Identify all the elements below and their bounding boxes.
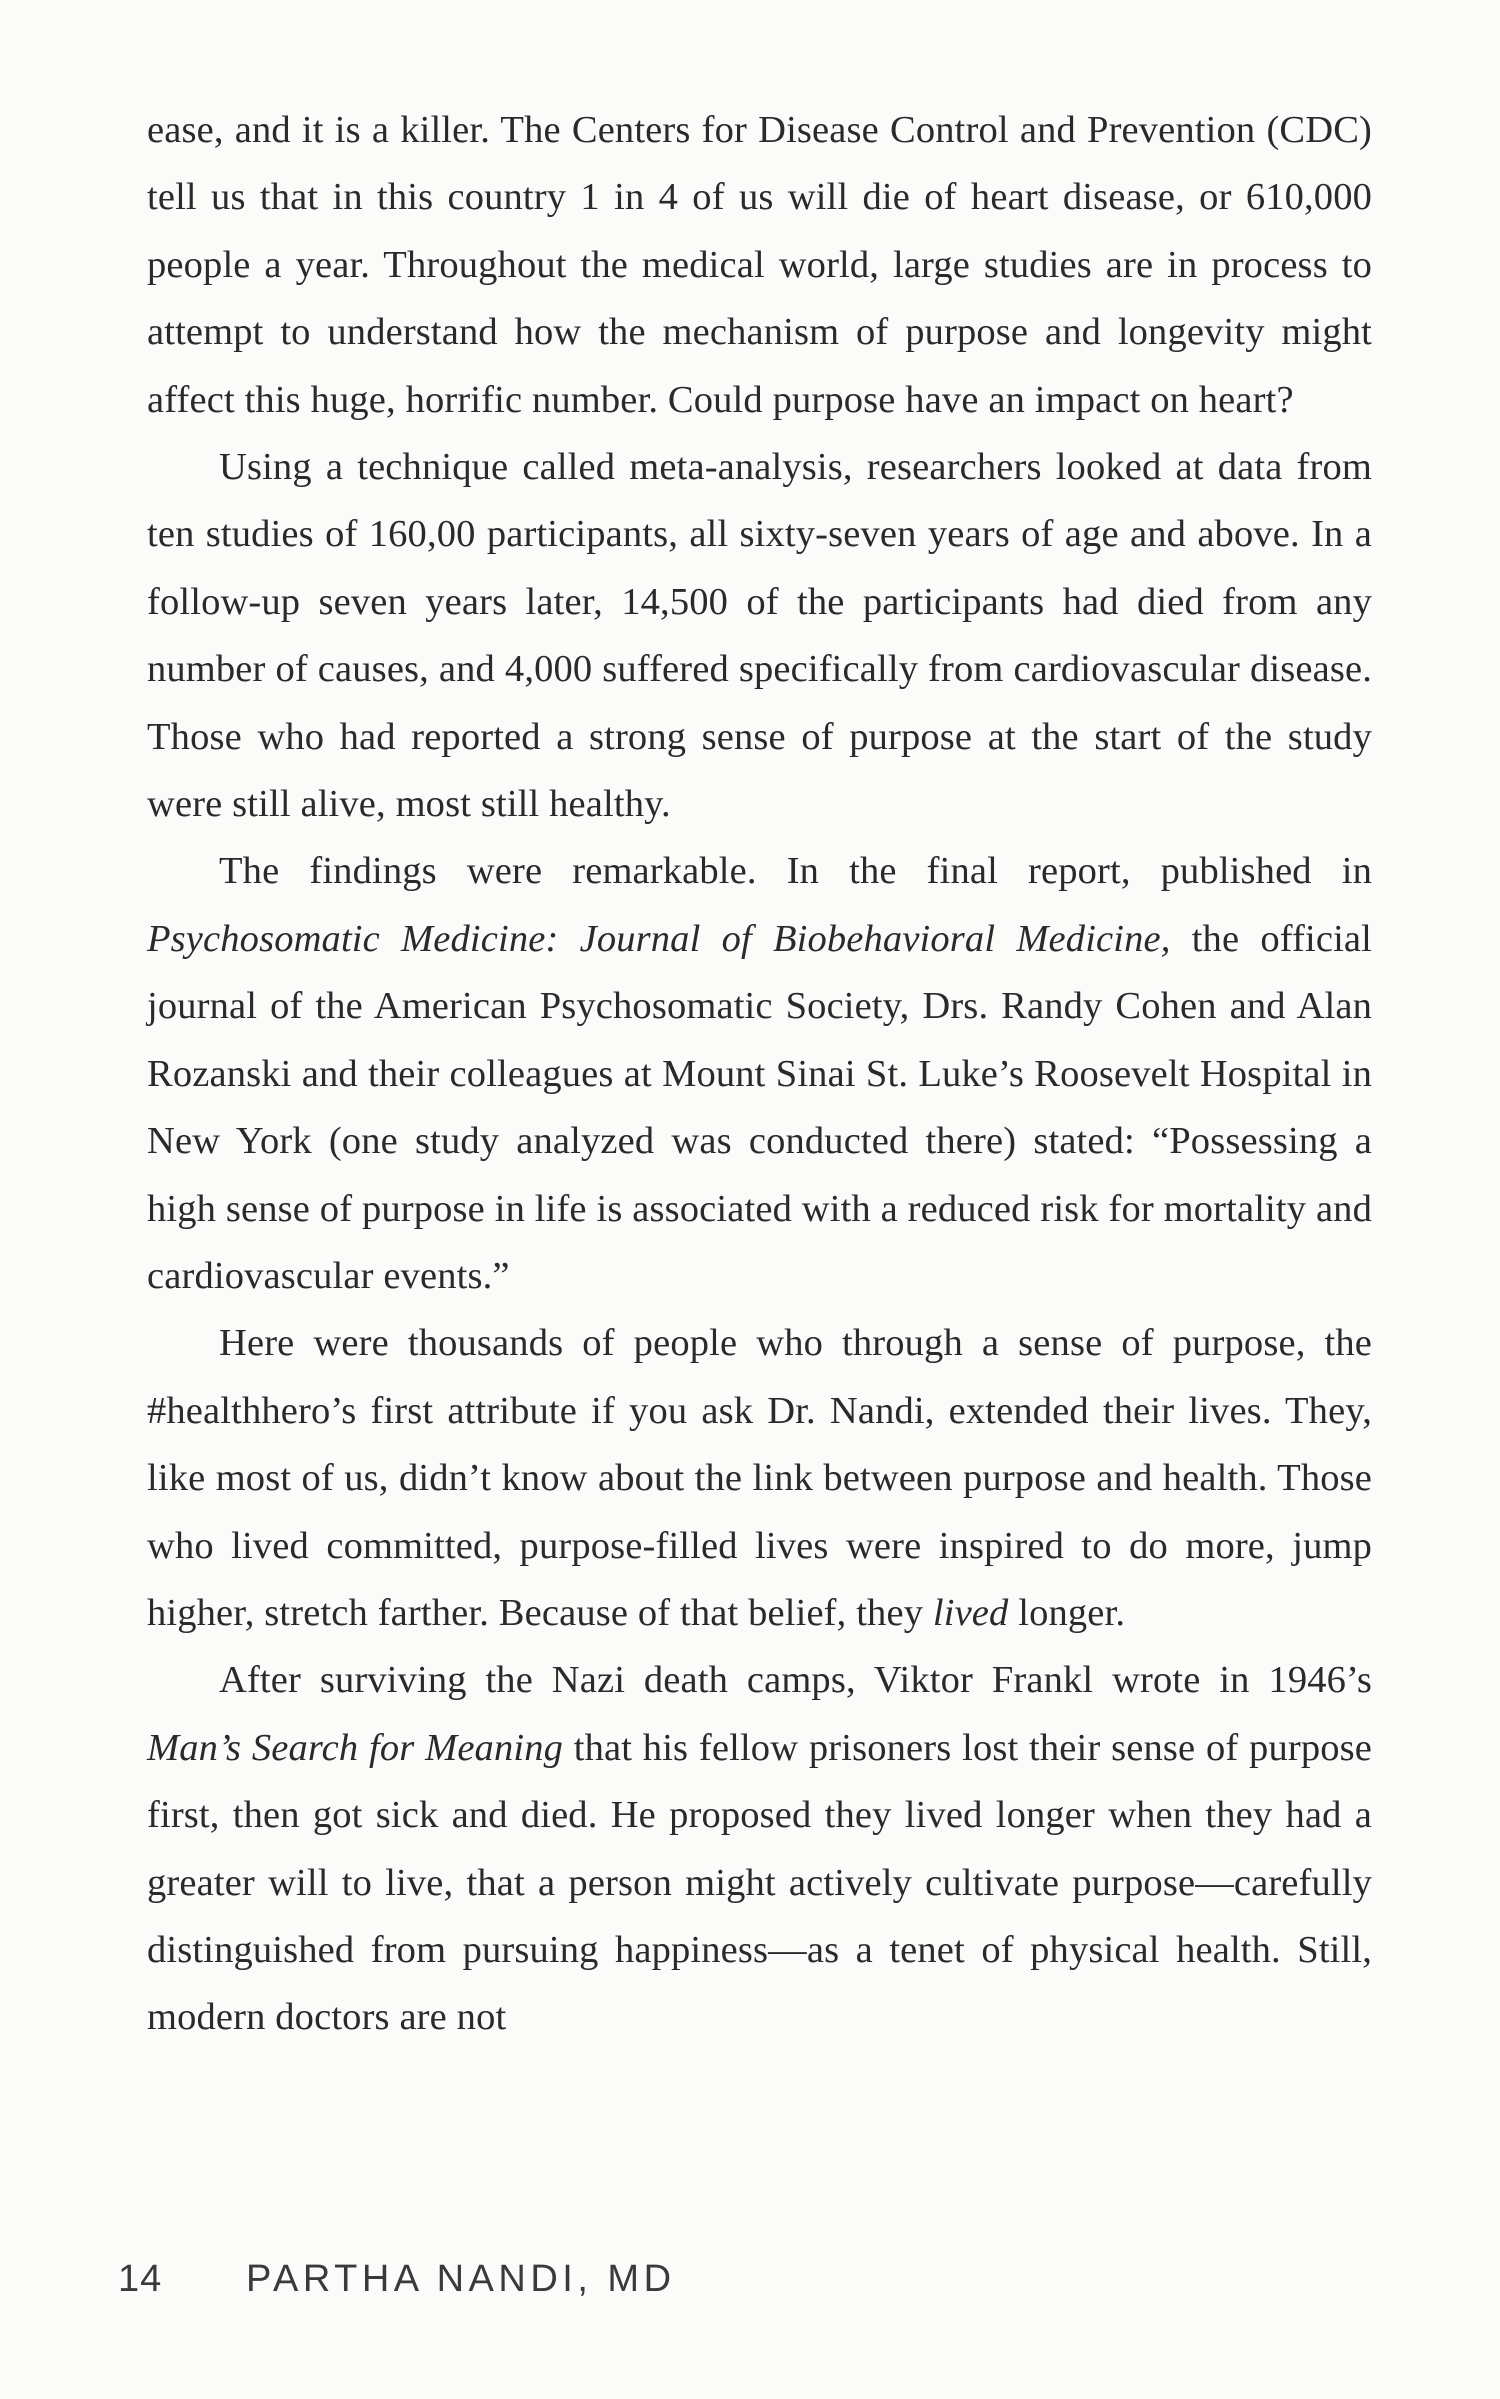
page-footer [118,2258,676,2308]
paragraph-text: that his fellow prisoners lost their sense of purpose first, then got sick and died. He proposed they lived longer when they had a greater will to live, that a person might actively cultivate purpose—carefully distinguished from pursuing happiness—as a tenet of physical health. Still, modern doctors are not [147,1726,1372,2039]
paragraph-text: the official journal of the American Psychosomatic Society, Drs. Randy Cohen and Alan Rozanski and their colleagues at Mount Sinai St. Luke’s Roosevelt Hospital in New York (one study analyzed was conducted there) stated: “Possessing a high sense of purpose in life is associated with a reduced risk for mortality and cardiovascular events.” [147,917,1372,1297]
paragraph-meta-analysis [147,434,1372,838]
running-head-author: PARTHA NANDI, MD [246,2258,676,2300]
paragraph-text: ease, and it is a killer. The Centers for Disease Control and Prevention (CDC) tell us that in this country 1 in 4 of us will die of heart disease, or 610,000 people a year. Throughout the medical world, large studies are in process to attempt to understand how the mechanism of purpose and longevity might affect this huge, horrific number. Could purpose have an impact on heart? [147,109,1372,421]
paragraph-frankl [147,1647,1372,2051]
paragraph-text: After surviving the Nazi death camps, Viktor Frankl wrote in 1946’s [219,1659,1372,1702]
paragraph-text: Here were thousands of people who through a sense of purpose, the #healthhero’s first attribute if you ask Dr. Nandi, extended their lives. They, like most of us, didn’t know about the link between purpose and health. Those who lived committed, purpose-filled lives were inspired to do more, jump higher, stretch farther. Because of that belief, they [147,1322,1372,1634]
emphasis-lived: lived [932,1591,1009,1634]
paragraph-text: Using a technique called meta-analysis, researchers looked at data from ten studies of 160,00 participants, all sixty-seven years of age and above. In a follow-up seven years later, 14,500 of the participants had died from any number of causes, and 4,000 suffered specifically from cardiovascular disease. Those who had reported a strong sense of purpose at the start of the study were still alive, most still healthy. [147,446,1372,826]
paragraph-heart-disease [147,97,1372,434]
journal-title: Psychosomatic Medicine: Journal of Biobehavioral Medicine, [147,917,1171,960]
page-number: 14 [118,2258,163,2300]
paragraph-text: longer. [1008,1591,1126,1634]
paragraph-health-heroes [147,1310,1372,1647]
book-title: Man’s Search for Meaning [147,1726,564,1769]
paragraph-findings [147,838,1372,1310]
body-text [147,97,1372,2052]
paragraph-text: The findings were remarkable. In the final report, published in [219,850,1372,893]
